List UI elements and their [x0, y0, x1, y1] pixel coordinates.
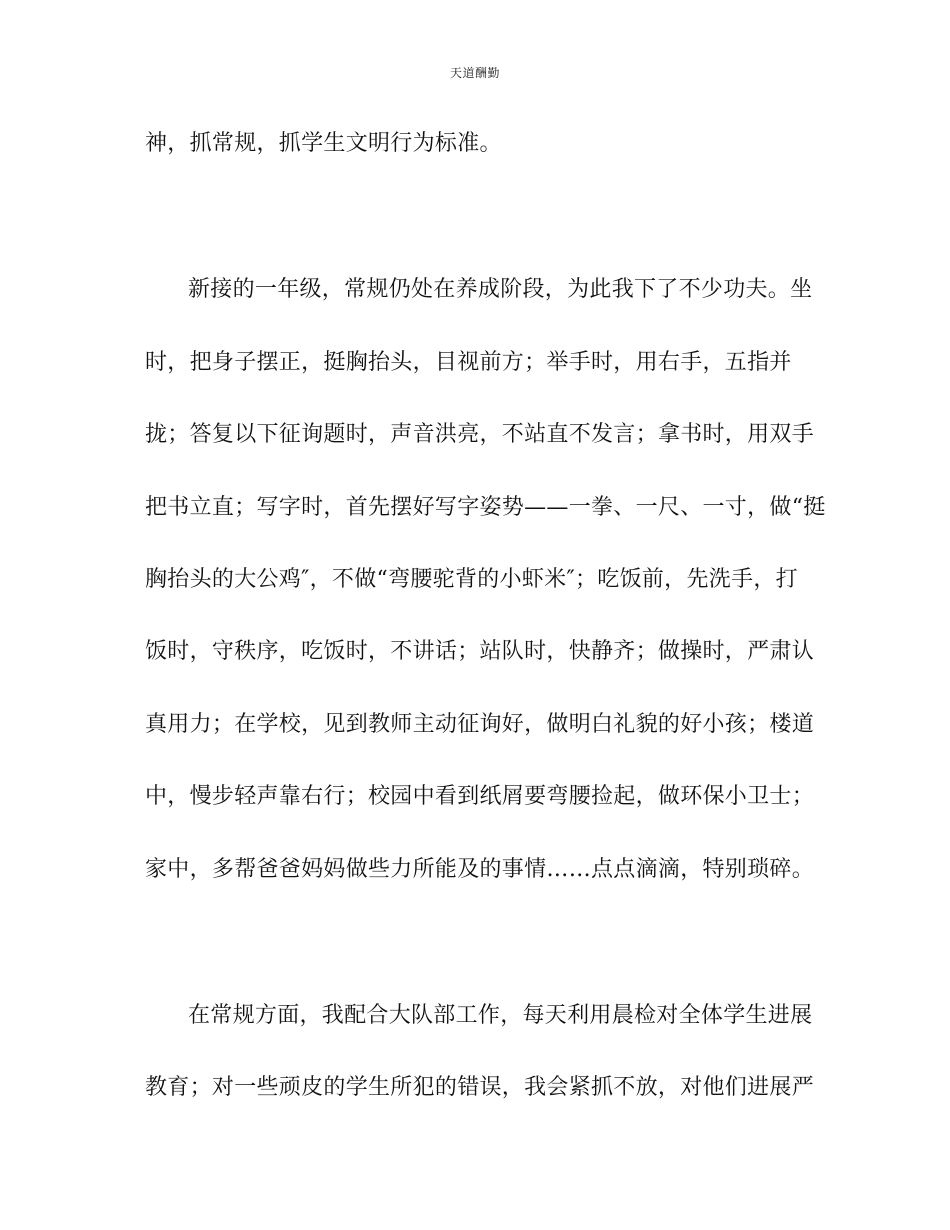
paragraph-2-line-6: 饭时，守秩序，吃饭时，不讲话；站队时，快静齐；做操时，严肃认 [145, 639, 815, 664]
paragraph-1-line-1: 神，抓常规，抓学生文明行为标准。 [145, 131, 502, 156]
paragraph-2-line-9: 家中，多帮爸爸妈妈做些力所能及的事情……点点滴滴，特别琐碎。 [145, 857, 815, 882]
paragraph-2-line-7: 真用力；在学校，见到教师主动征询好，做明白礼貌的好小孩；楼道 [145, 712, 815, 737]
paragraph-2-line-8: 中，慢步轻声靠右行；校园中看到纸屑要弯腰捡起，做环保小卫士； [145, 784, 815, 809]
page-header: 天道酬勤 [449, 66, 500, 80]
paragraph-2-line-3: 拢；答复以下征询题时，声音洪亮，不站直不发言；拿书时，用双手 [145, 422, 815, 447]
paragraph-3-line-2: 教育；对一些顽皮的学生所犯的错误，我会紧抓不放，对他们进展严 [145, 1075, 815, 1100]
paragraph-2-line-4: 把书立直；写字时，首先摆好写字姿势——一拳、一尺、一寸，做“挺 [145, 495, 826, 520]
paragraph-3-line-1: 在常规方面，我配合大队部工作，每天利用晨检对全体学生进展 [188, 1003, 813, 1028]
paragraph-2-line-2: 时，把身子摆正，挺胸抬头，目视前方；举手时，用右手，五指并 [145, 350, 792, 375]
paragraph-2-line-5: 胸抬头的大公鸡″，不做“弯腰驼背的小虾米″；吃饭前，先洗手，打 [145, 567, 798, 592]
paragraph-2-line-1: 新接的一年级，常规仍处在养成阶段，为此我下了不少功夫。坐 [188, 277, 813, 302]
